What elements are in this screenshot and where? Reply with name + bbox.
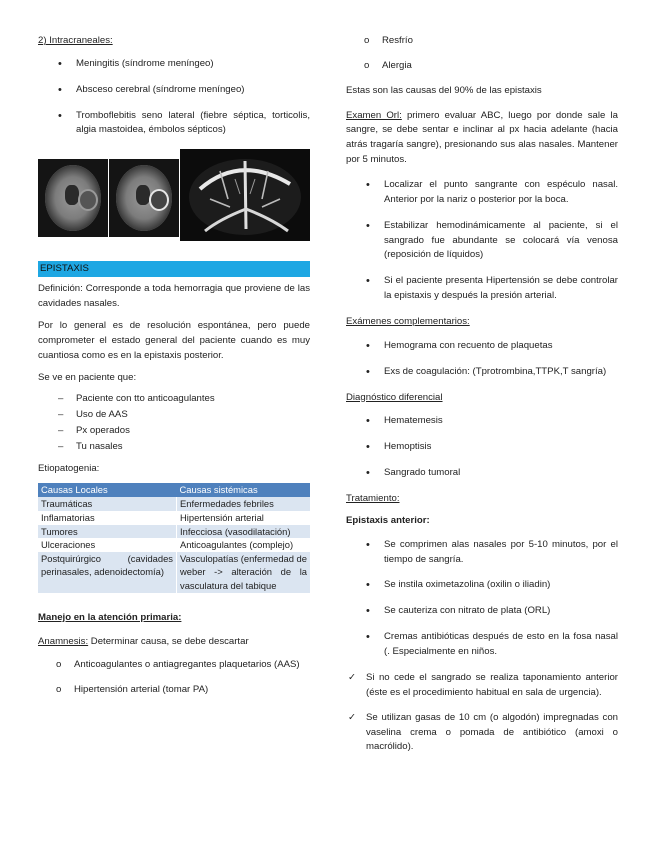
causes-table — [38, 483, 310, 593]
left-column — [38, 34, 310, 708]
list-item: • Hematemesis — [346, 414, 618, 429]
medical-images — [38, 149, 310, 241]
venous-angiogram-image — [180, 149, 310, 241]
exam-label: Examen Orl: — [346, 109, 402, 121]
table-cell: Infecciosa (vasodilatación) — [177, 525, 311, 539]
table-row — [38, 552, 310, 593]
list-item: o Hipertensión arterial (tomar PA) — [38, 683, 310, 698]
right-column — [346, 34, 618, 765]
management-heading: Manejo en la atención primaria: — [38, 611, 182, 623]
complementary-list — [346, 339, 618, 380]
differential-list — [346, 414, 618, 481]
intracranial-heading: 2) Intracraneales: — [38, 35, 113, 46]
anamnesis-label: Anamnesis: — [38, 635, 89, 647]
table-header-row — [38, 483, 310, 498]
list-item: • Sangrado tumoral — [346, 466, 618, 481]
general-text: Por lo general es de resolución espontánea, pero puede comprometer el estado general del paciente cuando es muy cuantiosa como es en la epistaxis posterior. — [38, 320, 310, 361]
table-row — [38, 511, 310, 525]
anterior-list — [346, 538, 618, 660]
list-item: • Meningitis (síndrome meníngeo) — [38, 57, 310, 72]
list-item: o Alergia — [346, 59, 618, 74]
list-item: o Anticoagulantes o antiagregantes plaquetarios (AAS) — [38, 658, 310, 673]
exam-paragraph — [346, 109, 618, 168]
table-cell: Hipertensión arterial — [180, 511, 264, 523]
table-row — [38, 497, 310, 511]
list-item: • Se cauteriza con nitrato de plata (ORL) — [346, 604, 618, 619]
table-cell: Tumores — [38, 525, 177, 539]
list-item: – Px operados — [38, 424, 310, 439]
check-list — [346, 671, 618, 755]
table-header-systemic: Causas sistémicas — [177, 483, 311, 498]
list-item: • Se comprimen alas nasales por 5-10 minutos, por el tiempo de sangría. — [346, 538, 618, 568]
anamnesis-paragraph — [38, 635, 310, 650]
list-item: – Uso de AAS — [38, 408, 310, 423]
list-item: • Localizar el punto sangrante con espéculo nasal. Anterior por la nariz o posterior por la boca. — [346, 178, 618, 208]
list-item: ✓ Se utilizan gasas de 10 cm (o algodón) impregnadas con vaselina crema o pomada de antibiótico (amoxi o macrólido). — [346, 711, 618, 756]
table-cell: Inflamatorias — [38, 511, 177, 525]
list-item: • Absceso cerebral (síndrome meníngeo) — [38, 83, 310, 98]
table-row — [38, 525, 310, 539]
anamnesis-text: Determinar causa, se debe descartar — [88, 635, 249, 647]
list-item: • Cremas antibióticas después de esto en la fosa nasal (. Especialmente en niños. — [346, 630, 618, 660]
section-title-epistaxis: EPISTAXIS — [38, 261, 310, 277]
list-item: • Estabilizar hemodinámicamente al paciente, si el sangrado fue abundante se colocará vía venosa (reposición de líquidos) — [346, 219, 618, 264]
table-header-local: Causas Locales — [38, 483, 177, 498]
definition-text: Definición: Corresponde a toda hemorragia que proviene de las cavidades nasales. — [38, 283, 310, 310]
differential-heading: Diagnóstico diferencial — [346, 391, 443, 403]
table-cell: Anticoagulantes (complejo) — [180, 539, 294, 551]
list-item: – Tu nasales — [38, 440, 310, 455]
table-cell: Vasculopatías (enfermedad de weber -> alteración de la vasculatura del tabique — [177, 552, 311, 593]
list-item: ✓ Si no cede el sangrado se realiza taponamiento anterior (éste es el procedimiento habitual en sala de urgencia). — [346, 671, 618, 701]
patient-list — [38, 392, 310, 454]
rule-out-more-list — [346, 34, 618, 74]
table-cell: Enfermedades febriles — [177, 497, 311, 511]
intracranial-list — [38, 57, 310, 138]
etiopathogenesis-label: Etiopatogenia: — [38, 462, 100, 474]
ct-scan-image-2 — [109, 159, 179, 237]
list-item: • Tromboflebitis seno lateral (fiebre séptica, torticolis, algia mastoidea, émbolos sépticos) — [38, 109, 310, 139]
table-row — [38, 538, 310, 552]
rule-out-list — [38, 658, 310, 698]
table-cell: Traumáticas — [38, 497, 177, 511]
treatment-heading: Tratamiento: — [346, 493, 400, 505]
table-cell: Postquirúrgico (cavidades perinasales, adenoidectomía) — [38, 552, 177, 593]
list-item: • Se instila oximetazolina (oxilin o iliadin) — [346, 578, 618, 593]
exam-text: primero evaluar ABC, luego por donde sale la sangre, se debe sentar e inclinar al px hacia adelante (hacia atrás tragaría sangre), presionando sus alas nasales. Mantener por 5 minutos. — [346, 109, 618, 166]
table-cell: Ulceraciones — [38, 538, 177, 552]
ct-scan-image-1 — [38, 159, 108, 237]
complementary-heading: Exámenes complementarios: — [346, 316, 470, 328]
anterior-heading: Epistaxis anterior: — [346, 514, 430, 526]
seen-in-text: Se ve en paciente que: — [38, 371, 137, 383]
causes-note: Estas son las causas del 90% de las epistaxis — [346, 84, 542, 96]
list-item: • Exs de coagulación: (Tprotrombina,TTPK,T sangría) — [346, 365, 618, 380]
list-item: • Si el paciente presenta Hipertensión se debe controlar la epistaxis y después la presión arterial. — [346, 274, 618, 304]
exam-list — [346, 178, 618, 304]
list-item: • Hemograma con recuento de plaquetas — [346, 339, 618, 354]
list-item: o Resfrío — [346, 34, 618, 49]
list-item: – Paciente con tto anticoagulantes — [38, 392, 310, 407]
list-item: • Hemoptisis — [346, 440, 618, 455]
